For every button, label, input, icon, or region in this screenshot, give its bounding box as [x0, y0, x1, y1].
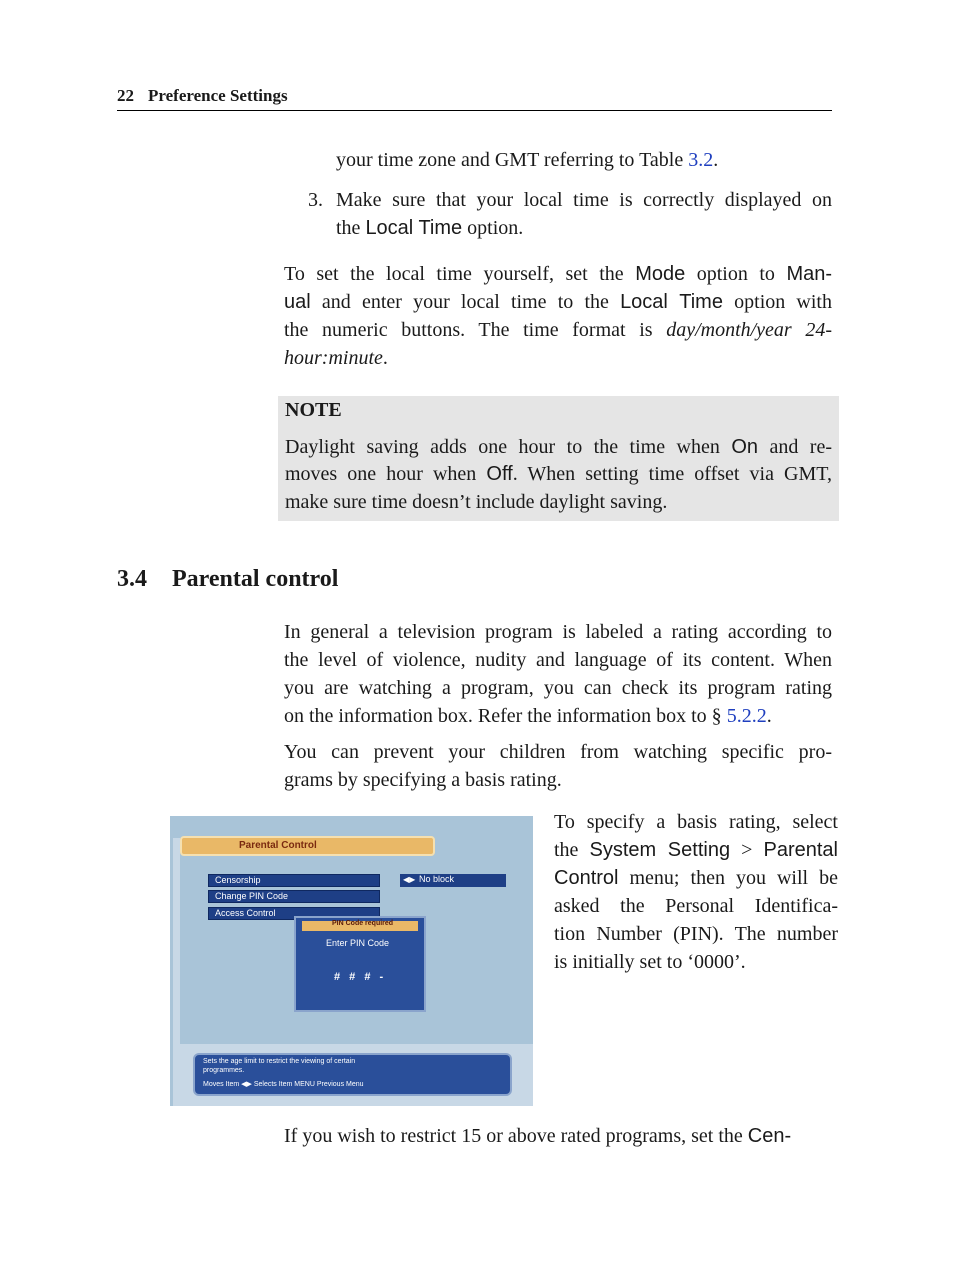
section-number: 3.4: [117, 566, 147, 592]
step-3-line2: the Local Time option.: [336, 217, 524, 239]
pin-digits: # # # -: [334, 971, 387, 983]
ui-term: ual: [284, 291, 311, 313]
para1-line3: you are watching a program, you can check its program rating: [284, 677, 832, 699]
tv-menu-change-pin: Change PIN Code: [208, 890, 380, 903]
running-header: [117, 86, 832, 111]
tab-shape: [450, 832, 533, 854]
tv-title-bar: [180, 836, 435, 856]
tv-menu-access-control: Access Control: [208, 907, 380, 920]
side-line1: To specify a basis rating, select: [554, 811, 838, 833]
section-title: Parental control: [172, 566, 339, 592]
pin-dialog-header: PIN Code required: [302, 921, 418, 931]
tv-help-bar: Sets the age limit to restrict the viewing of certain programmes. Moves Item ◀▶ Selects Item MENU Previous Menu: [193, 1053, 512, 1096]
parental-control-screenshot: [170, 816, 533, 1106]
ui-term: Local Time: [620, 291, 723, 313]
page-number: 22: [117, 86, 134, 105]
note-line2: moves one hour when Off. When setting time offset via GMT,: [285, 463, 833, 485]
ui-term: Mode: [635, 263, 686, 285]
ui-term: On: [731, 436, 759, 458]
ui-term: Man-: [786, 263, 833, 285]
step-number: 3.: [308, 189, 323, 211]
para1-line2: the level of violence, nudity and language of its content. When: [284, 649, 832, 671]
para1-line1: In general a television program is labeled a rating according to: [284, 621, 832, 643]
ui-term: System Setting: [589, 839, 731, 861]
manual-line4: hour:minute.: [284, 347, 388, 369]
manual-line3: the numeric buttons. The time format is day/month/year 24-: [284, 319, 833, 341]
chapter-title: Preference Settings: [148, 86, 288, 105]
para1-line4: on the information box. Refer the information box to § 5.2.2.: [284, 705, 772, 727]
manual-line1: To set the local time yourself, set the Mode option to Man-: [284, 263, 833, 285]
side-line5: tion Number (PIN). The number: [554, 923, 838, 945]
manual-line2: ual and enter your local time to the Local Time option with: [284, 291, 832, 313]
para2-line2: grams by specifying a basis rating.: [284, 769, 562, 791]
side-line4: asked the Personal Identifica-: [554, 895, 838, 917]
ui-term: Cen-: [747, 1125, 792, 1147]
tv-menu-censorship: Censorship: [208, 874, 380, 887]
note-line3: make sure time doesn’t include daylight saving.: [285, 491, 668, 513]
ui-term: Control: [554, 867, 619, 889]
note-line1: Daylight saving adds one hour to the time when On and re-: [285, 436, 832, 458]
para2-line1: You can prevent your children from watching specific pro-: [284, 741, 832, 763]
ui-term: Local Time: [365, 217, 463, 239]
left-right-arrows-icon: ◀▶: [403, 875, 416, 884]
ui-term: Parental: [763, 839, 838, 861]
side-line3: Control menu; then you will be: [554, 867, 838, 889]
side-line2: the System Setting > Parental: [554, 839, 838, 861]
table-link[interactable]: 3.2: [688, 149, 714, 171]
pin-dialog: [294, 916, 426, 1012]
step-continuation: your time zone and GMT referring to Table 3.2.: [336, 149, 719, 171]
pin-prompt: Enter PIN Code: [326, 938, 390, 948]
ui-term: Off: [486, 463, 513, 485]
tv-title: Parental Control: [239, 840, 317, 851]
note-title: NOTE: [285, 399, 342, 421]
step-text: your time zone and GMT referring to Table: [336, 149, 689, 171]
section-link[interactable]: 5.2.2: [726, 705, 767, 727]
tv-value-box: ◀▶ No block: [400, 874, 506, 887]
footer-line: If you wish to restrict 15 or above rated programs, set the Cen-: [284, 1125, 792, 1147]
side-line6: is initially set to ‘0000’.: [554, 951, 746, 973]
step-3-line1: Make sure that your local time is correctly displayed on: [336, 189, 832, 211]
